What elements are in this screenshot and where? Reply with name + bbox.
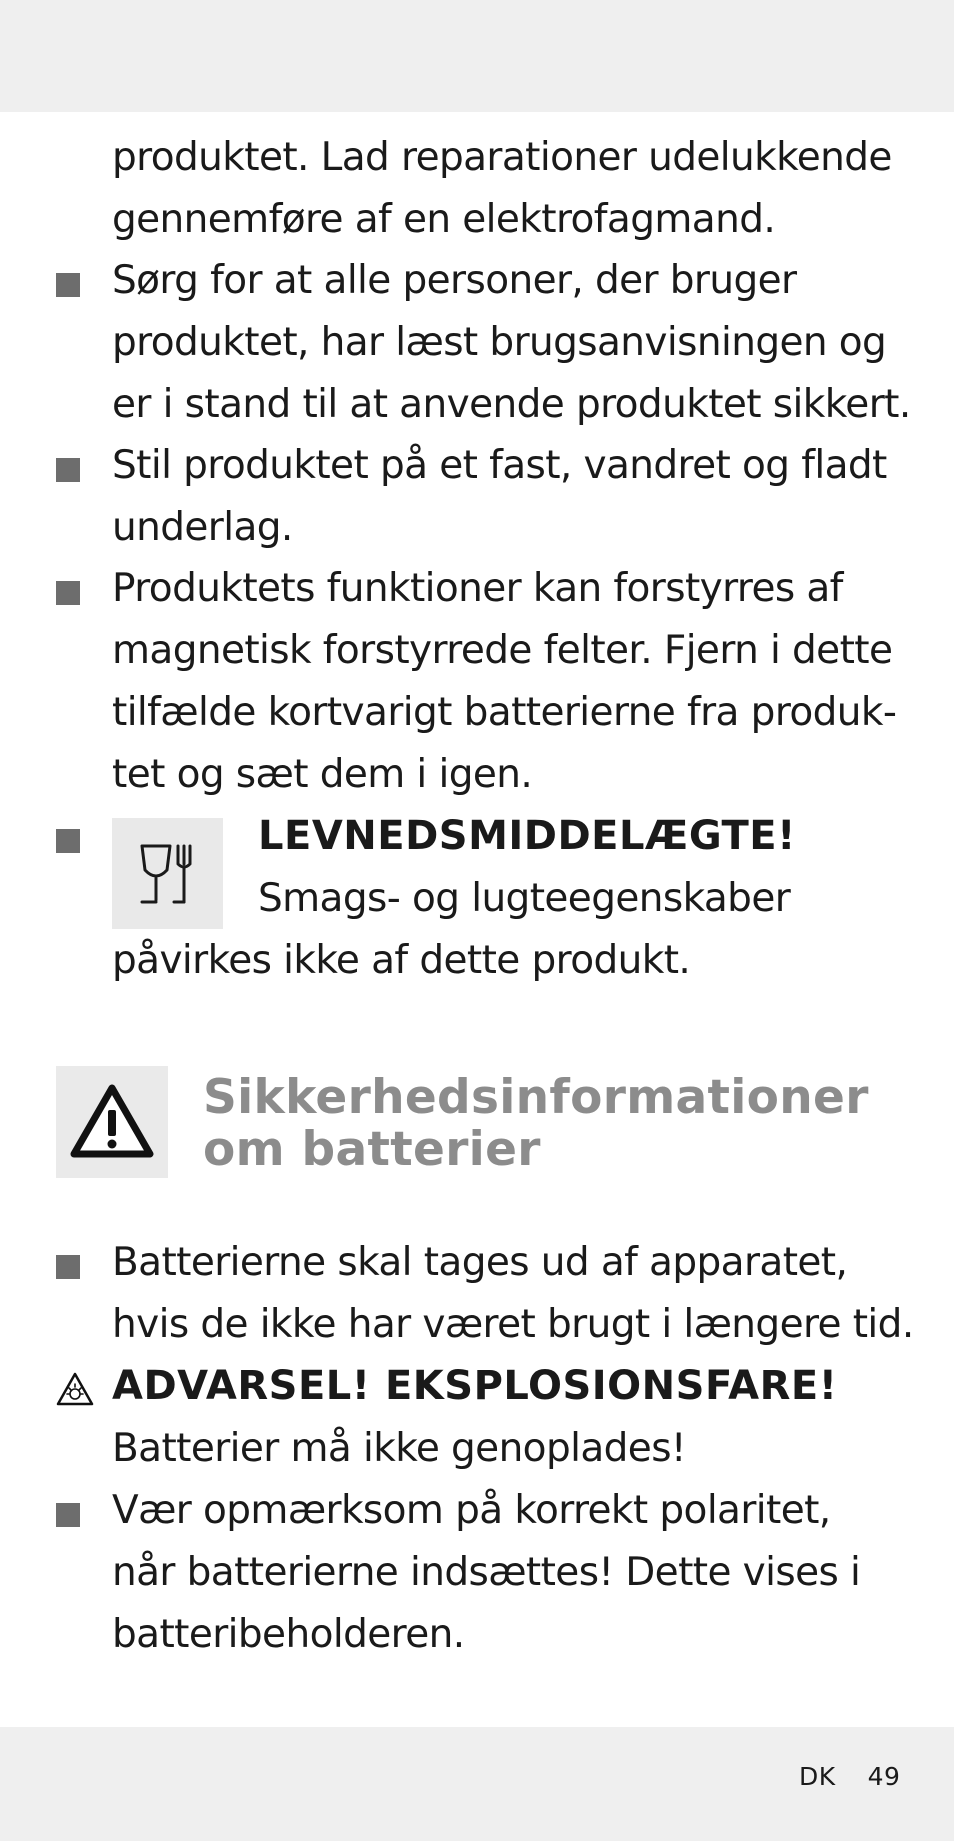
text-line: batteribeholderen. (112, 1612, 465, 1657)
explosion-warning-icon (55, 1371, 95, 1407)
food-safe-icon-box (112, 818, 223, 929)
language-code: DK (799, 1762, 836, 1791)
text-line: hvis de ikke har været brugt i længere tid. (112, 1302, 914, 1347)
bullet-marker (56, 1255, 80, 1279)
text-line: Stil produktet på et fast, vandret og fladt (112, 443, 887, 488)
text-line: gennemføre af en elektrofagmand. (112, 197, 776, 242)
page-footer (799, 1762, 900, 1791)
warning-triangle-icon (56, 1066, 168, 1178)
text-line: Vær opmærksom på korrekt polaritet, (112, 1488, 831, 1533)
page-number: 49 (867, 1762, 901, 1791)
bullet-marker (56, 1503, 80, 1527)
text-line: Batterierne skal tages ud af apparatet, (112, 1240, 848, 1285)
text-line: produktet, har læst brugsanvisningen og (112, 320, 887, 365)
text-line: produktet. Lad reparationer udelukkende (112, 135, 892, 180)
food-safe-icon (112, 818, 223, 929)
text-line: underlag. (112, 505, 293, 550)
text-line: Sørg for at alle personer, der bruger (112, 258, 797, 303)
warning-icon-box (56, 1066, 168, 1178)
bullet-marker (56, 458, 80, 482)
text-line: Smags- og lugteegenskaber (258, 876, 791, 921)
text-line: tet og sæt dem i igen. (112, 752, 533, 797)
text-line: er i stand til at anvende produktet sikkert. (112, 382, 911, 427)
section-title: om batterier (203, 1122, 541, 1177)
bullet-marker (56, 273, 80, 297)
text-line: Batterier må ikke genoplades! (112, 1426, 686, 1471)
food-safe-heading: LEVNEDSMIDDELÆGTE! (258, 813, 796, 859)
text-line: påvirkes ikke af dette produkt. (112, 938, 691, 983)
text-line: Produktets funktioner kan forstyrres af (112, 566, 843, 611)
bullet-marker (56, 829, 80, 853)
section-title: Sikkerhedsinformationer (203, 1070, 869, 1125)
header-band (0, 0, 954, 112)
text-line: tilfælde kortvarigt batterierne fra produk- (112, 690, 897, 735)
text-line: når batterierne indsættes! Dette vises i (112, 1550, 861, 1595)
text-line: magnetisk forstyrrede felter. Fjern i dette (112, 628, 893, 673)
warning-heading: ADVARSEL! EKSPLOSIONSFARE! (112, 1363, 838, 1409)
bullet-marker (56, 581, 80, 605)
